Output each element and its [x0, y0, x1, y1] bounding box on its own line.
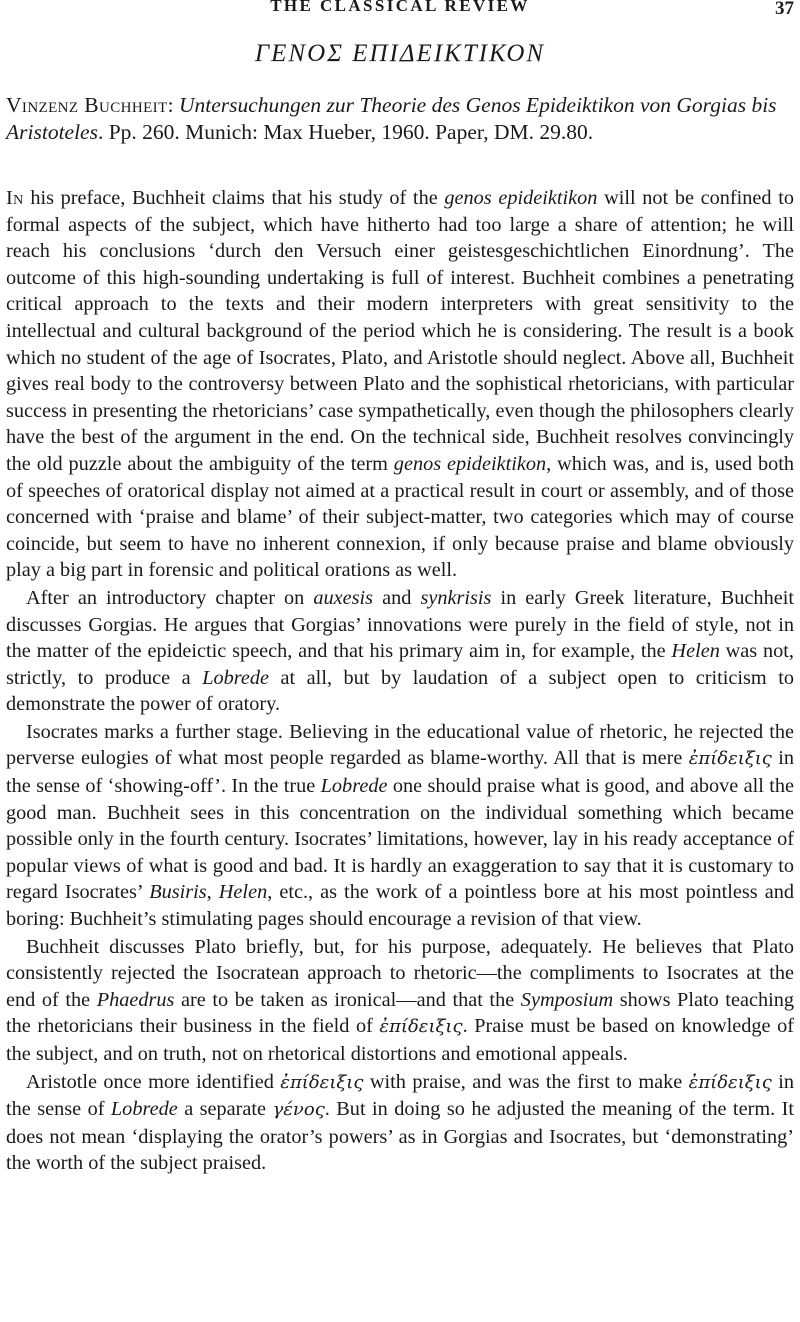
italic-term: genos epideiktikon [393, 452, 547, 475]
italic-term: synkrisis [420, 586, 492, 609]
greek-term: ἐπίδειξις [688, 748, 772, 770]
text-run: Buchheit discusses Plato briefly, but, for his purpose, adequately. He believes that Plato consistently rejected the Isocratean approach to rhetoric—the compliments to Isocrates at the end of the [6, 935, 794, 1011]
text-run: in the sense of ‘showing-off’. In the true [6, 747, 794, 798]
italic-title: Phaedrus [96, 988, 175, 1011]
citation-book-title: Untersuchungen zur Theorie des Genos Epideiktikon von Gorgias bis Aristoteles [6, 93, 777, 144]
text-run: . Praise must be based on knowledge of the subject, and on truth, not on rhetorical distortions and emotional appeals. [6, 1015, 794, 1065]
italic-term: genos epideiktikon [444, 187, 598, 209]
text-run: with praise, and was the first to make [363, 1070, 689, 1093]
book-citation [6, 92, 794, 146]
opening-word: In [6, 187, 24, 209]
greek-term: γένος [272, 1099, 325, 1121]
text-run: one should praise what is good, and above all the good man. Buchheit sees in this concentration on the individual something which became possible only in the fourth century. Isocrates’ limitations, however, lay in his ready acceptance of popular views of what is good and bad. It is hardly an exaggeration to say that it is customary to regard Isocrates’ [6, 775, 795, 904]
paragraph-3 [6, 719, 794, 933]
italic-title: Helen [671, 640, 720, 663]
running-head [0, 0, 800, 22]
italic-title: Symposium [520, 988, 614, 1011]
text-run: , [206, 881, 219, 904]
text-run: shows Plato teaching the rhetoricians their business in the field of [6, 988, 795, 1038]
text-run: , which was, and is, used both of speeches of oratorical display not aimed at a practical result in court or assembly, and of those concerned with ‘praise and blame’ of their subject-matter, two categories which may of course coincide, but seem to have no inherent connexion, if only because praise and blame obviously play a big part in forensic and political orations as well. [6, 452, 795, 582]
greek-term: ἐπίδειξις [280, 1071, 364, 1093]
greek-term: ἐπίδειξις [688, 1071, 772, 1093]
italic-term: Lobrede [320, 775, 388, 798]
italic-term: Lobrede [110, 1098, 178, 1121]
greek-term: ἐπίδειξις [379, 1016, 463, 1038]
paragraph-1 [6, 185, 794, 584]
text-run: his preface, Buchheit claims that his study of the [23, 187, 445, 209]
journal-title: THE CLASSICAL REVIEW [270, 0, 530, 15]
text-run: in the sense of [6, 1070, 794, 1121]
text-run: a separate [177, 1098, 273, 1121]
citation-colon: : [167, 93, 179, 117]
text-run: at all, but by laudation of a subject open to criticism to demonstrate the power of oratory. [6, 666, 794, 716]
italic-title: Busiris [149, 881, 207, 904]
page-number: 37 [775, 0, 794, 19]
text-run: . But in doing so he adjusted the meaning of the term. It does not mean ‘displaying the orator’s powers’ as in Gorgias and Isocrates, but ‘demonstrating’ the worth of the subject praised. [6, 1098, 794, 1175]
text-run: are to be taken as ironical—and that the [174, 988, 521, 1011]
paragraph-4 [6, 934, 794, 1068]
paragraph-5 [6, 1069, 794, 1177]
text-run: After an introductory chapter on [26, 586, 314, 609]
text-run: will not be confined to formal aspects of the subject, which have hitherto had too large a share of attention; he will reach his conclusions ‘durch den Versuch einer geistesgeschichtlichen Einordnung’. The outcome of this high-sounding undertaking is full of interest. Buchheit combines a penetrating critical approach to the texts and their modern interpreters with great sensitivity to the intellectual and cultural background of the period which he is considering. The result is a book which no student of the age of Isocrates, Plato, and Aristotle should neglect. Above all, Buchheit gives real body to the controversy between Plato and the sophistical rhetoricians, with particular success in presenting the rhetoricians’ case sympathetically, even though the philosophers clearly have the best of the argument in the end. On the technical side, Buchheit resolves convincingly the old puzzle about the ambiguity of the term [6, 187, 794, 475]
review-body [6, 185, 794, 1177]
paragraph-2 [6, 585, 794, 718]
text-run: in early Greek literature, Buchheit discusses Gorgias. He argues that Gorgias’ innovations were purely in the field of style, not in the matter of the epideictic speech, and that his primary aim in, for example, the [6, 586, 794, 663]
citation-details: . Pp. 260. Munich: Max Hueber, 1960. Paper, DM. 29.80. [97, 120, 594, 144]
text-run: , etc., as the work of a pointless bore at his most pointless and boring: Buchheit’s stimulating pages should encourage a revision of that view. [6, 881, 795, 931]
text-run: was not, strictly, to produce a [6, 640, 794, 689]
text-run: Isocrates marks a further stage. Believing in the educational value of rhetoric, he rejected the perverse eulogies of what most people regarded as blame-worthy. All that is mere [6, 720, 794, 770]
italic-title: Helen [218, 881, 268, 904]
italic-term: Lobrede [202, 666, 270, 689]
article-title: ΓΕΝΟΣ ΕΠΙΔΕΙΚΤΙΚΟΝ [254, 40, 546, 67]
text-run: and [373, 586, 421, 609]
text-run: Aristotle once more identified [26, 1070, 281, 1093]
italic-term: auxesis [313, 586, 374, 609]
citation-author: Vinzenz Buchheit [6, 93, 168, 117]
